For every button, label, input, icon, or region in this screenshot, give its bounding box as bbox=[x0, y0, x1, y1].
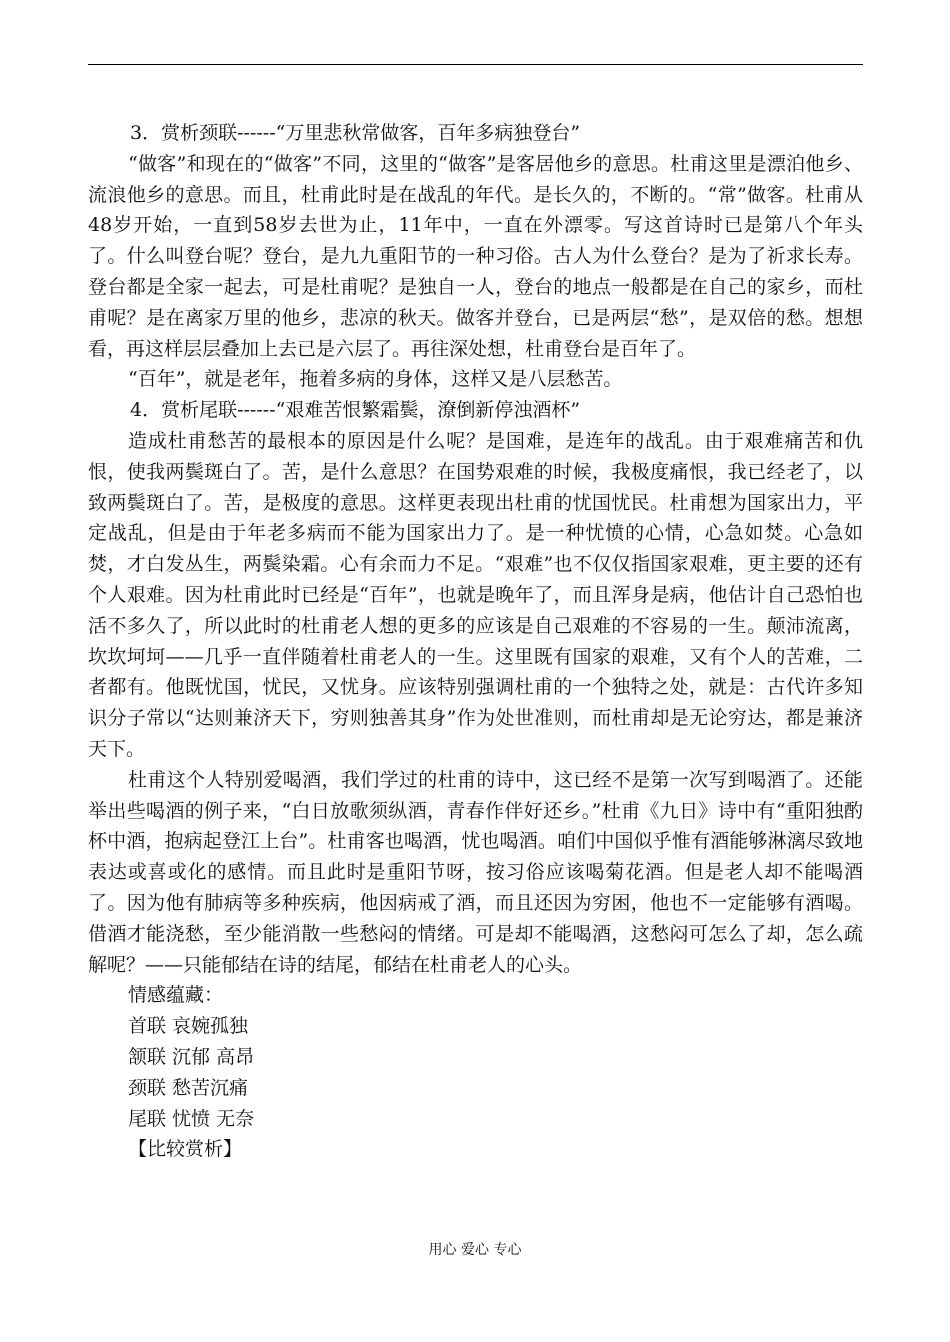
section4-paragraph-2: 杜甫这个人特别爱喝酒，我们学过的杜甫的诗中，这已经不是第一次写到喝酒了。还能举出些喝酒的例子来，“白日放歌须纵酒，青春作伴好还乡。”杜甫《九日》诗中有“重阳独酌杯中酒，抱病起登江上台”。杜甫客也喝酒，忧也喝酒。咱们中国似乎惟有酒能够淋漓尽致地表达或喜或化的感情。而且此时是重阳节呀，按习俗应该喝菊花酒。但是老人却不能喝酒了。因为他有肺病等多种疾病，他因病戒了酒，而且还因为穷困，他也不一定能够有酒喝。借酒才能浇愁，至少能消散一些愁闷的情绪。可是却不能喝酒，这愁闷可怎么了却，怎么疏解呢？——只能郁结在诗的结尾，郁结在杜甫老人的心头。 bbox=[88, 768, 863, 976]
section4-heading: 4．赏析尾联------“艰难苦恨繁霜鬓，潦倒新停浊酒杯” bbox=[130, 399, 581, 422]
page-footer: 用心 爱心 专心 bbox=[428, 1242, 522, 1258]
emotion-line-shoulian: 首联 哀婉孤独 bbox=[128, 1015, 249, 1038]
emotion-heading: 情感蕴藏： bbox=[128, 984, 224, 1007]
compare-heading: 【比较赏析】 bbox=[128, 1138, 243, 1161]
emotion-line-hanlian: 颔联 沉郁 高昂 bbox=[128, 1045, 255, 1068]
section4-paragraph-1: 造成杜甫愁苦的最根本的原因是什么呢？是国难，是连年的战乱。由于艰难痛苦和仇恨，使我两鬓斑白了。苦，是什么意思？在国势艰难的时候，我极度痛恨，我已经老了，以致两鬓斑白了。苦，是极度的意思。这样更表现出杜甫的忧国忧民。杜甫想为国家出力，平定战乱，但是由于年老多病而不能为国家出力了。是一种忧愤的心情，心急如焚。心急如焚，才白发丛生，两鬓染霜。心有余而力不足。“艰难”也不仅仅指国家艰难，更主要的还有个人艰难。因为杜甫此时已经是“百年”，也就是晚年了，而且浑身是病，他估计自己恐怕也活不多久了，所以此时的杜甫老人想的更多的应该是自己艰难的不容易的一生。颠沛流离，坎坎坷坷——几乎一直伴随着杜甫老人的一生。这里既有国家的艰难，又有个人的苦难，二者都有。他既忧国，忧民，又忧身。应该特别强调杜甫的一个独特之处，就是：古代许多知识分子常以“达则兼济天下，穷则独善其身”作为处世准则，而杜甫却是无论穷达，都是兼济天下。 bbox=[88, 429, 863, 760]
section3-paragraph-2: “百年”，就是老年，拖着多病的身体，这样又是八层愁苦。 bbox=[128, 368, 623, 391]
header-rule bbox=[88, 64, 863, 65]
section3-heading: 3．赏析颈联------“万里悲秋常做客，百年多病独登台” bbox=[130, 122, 581, 144]
emotion-line-jinglian: 颈联 愁苦沉痛 bbox=[128, 1076, 249, 1099]
section3-paragraph-1: “做客”和现在的“做客”不同，这里的“做客”是客居他乡的意思。杜甫这里是漂泊他乡、流浪他乡的意思。而且，杜甫此时是在战乱的年代。是长久的，不断的。“常”做客。杜甫从48岁开始，一直到58岁去世为止，11年中，一直在外漂零。写这首诗时已是第八个年头了。什么叫登台呢？登台，是九九重阳节的一种习俗。古人为什么登台？是为了祈求长寿。登台都是全家一起去，可是杜甫呢？是独自一人，登台的地点一般都是在自己的家乡，而杜甫呢？是在离家万里的他乡，悲凉的秋天。做客并登台，已是两层“愁”，是双倍的愁。想想看，再这样层层叠加上去已是六层了。再往深处想，杜甫登台是百年了。 bbox=[88, 152, 863, 360]
document-body bbox=[88, 118, 863, 1165]
emotion-line-weilian: 尾联 忧愤 无奈 bbox=[128, 1107, 255, 1130]
